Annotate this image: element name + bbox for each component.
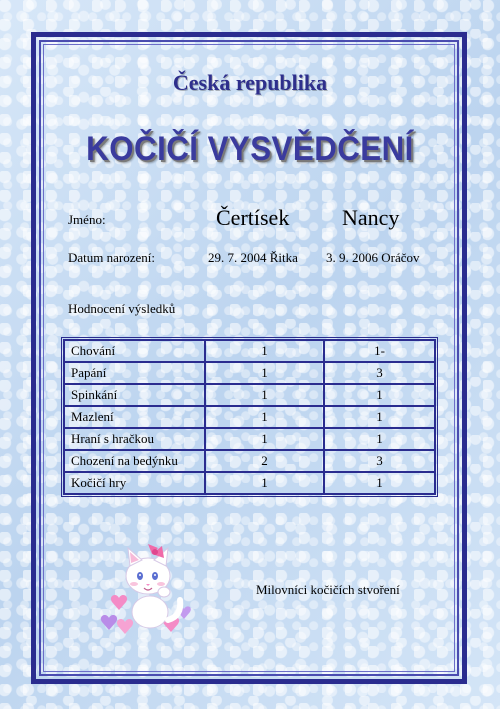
heart-icon: [101, 615, 117, 630]
grade-cell-first-cat: 1: [205, 384, 324, 406]
grade-cell-first-cat: 1: [205, 428, 324, 450]
table-row: [64, 428, 435, 450]
grade-cell-first-cat: 1: [205, 362, 324, 384]
results-table: [61, 337, 438, 497]
signature-text: Milovníci kočičích stvoření: [256, 582, 400, 597]
subject-cell: Papání: [64, 362, 205, 384]
grade-cell-second-cat: 3: [324, 450, 435, 472]
certificate-title: KOČIČÍ VYSVĚDČENÍ: [86, 130, 414, 168]
grade-cell-second-cat: 1: [324, 406, 435, 428]
grade-cell-first-cat: 1: [205, 406, 324, 428]
name-second-cat: Nancy: [342, 205, 400, 230]
grade-cell-first-cat: 2: [205, 450, 324, 472]
table-row: [64, 384, 435, 406]
name-first-cat: Čertísek: [216, 205, 290, 230]
heart-icon: [111, 595, 127, 610]
subject-cell: Mazlení: [64, 406, 205, 428]
results-label: Hodnocení výsledků: [68, 301, 176, 316]
grade-cell-second-cat: 1: [324, 384, 435, 406]
table-row: [64, 472, 435, 494]
birth-first-cat: 29. 7. 2004 Řitka: [208, 250, 298, 265]
name-label: Jméno:: [68, 212, 106, 227]
birth-label: Datum narození:: [68, 250, 155, 265]
heart-icon: [117, 619, 133, 634]
subject-cell: Hraní s hračkou: [64, 428, 205, 450]
grade-cell-second-cat: 3: [324, 362, 435, 384]
table-row: [64, 362, 435, 384]
grade-cell-second-cat: 1: [324, 428, 435, 450]
subject-cell: Chování: [64, 340, 205, 362]
grade-cell-first-cat: 1: [205, 472, 324, 494]
table-row: [64, 406, 435, 428]
cat-illustration: [98, 540, 198, 640]
table-row: [64, 340, 435, 362]
birth-second-cat: 3. 9. 2006 Oráčov: [326, 250, 420, 265]
subject-cell: Spinkání: [64, 384, 205, 406]
subject-cell: Kočičí hry: [64, 472, 205, 494]
grade-cell-second-cat: 1-: [324, 340, 435, 362]
subject-cell: Chození na bedýnku: [64, 450, 205, 472]
grade-cell-second-cat: 1: [324, 472, 435, 494]
country-heading: Česká republika: [172, 70, 328, 95]
table-row: [64, 450, 435, 472]
grade-cell-first-cat: 1: [205, 340, 324, 362]
